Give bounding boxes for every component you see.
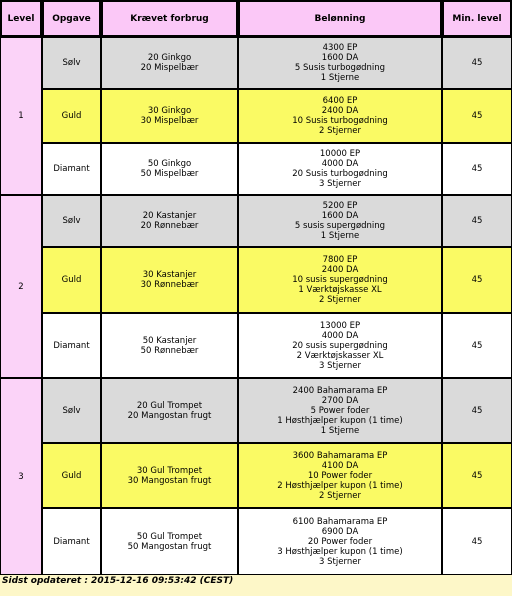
level-cell: 3 [0, 378, 42, 575]
reward-line: 4000 DA [321, 159, 359, 169]
required-cell [101, 443, 238, 508]
reward-line: 13000 EP [319, 320, 361, 331]
task-cell: Sølv [42, 37, 101, 89]
required-line: 50 Gul Trompet [136, 531, 203, 542]
reward-cell [238, 195, 442, 247]
reward-line: 3600 Bahamarama EP [292, 450, 388, 461]
header-min-level: Min. level [442, 0, 512, 37]
required-line: 20 Mispelbær [140, 63, 199, 73]
reward-cell [238, 443, 442, 508]
reward-line: 2400 DA [321, 265, 359, 275]
required-line: 30 Mangostan frugt [127, 475, 212, 486]
reward-line: 20 Susis turbogødning [292, 169, 388, 179]
task-cell: Sølv [42, 195, 101, 247]
header-level: Level [0, 0, 42, 37]
required-line: 50 Kastanjer [142, 335, 197, 346]
task-cell: Sølv [42, 378, 101, 443]
reward-line: 4000 DA [321, 330, 359, 341]
required-line: 30 Ginkgo [147, 106, 192, 116]
required-line: 20 Mangostan frugt [127, 410, 212, 421]
reward-line: 3 Stjerner [319, 360, 361, 371]
reward-line: 4300 EP [322, 43, 358, 53]
reward-line: 6900 DA [321, 526, 359, 537]
reward-line: 2 Værktøjskasser XL [296, 350, 384, 361]
header-reward: Belønning [238, 0, 442, 37]
min-level-cell: 45 [442, 378, 512, 443]
reward-line: 1 Stjerne [320, 231, 360, 241]
reward-line: 20 susis supergødning [292, 340, 388, 351]
reward-line: 3 Stjerner [319, 179, 361, 189]
reward-line: 2400 DA [321, 106, 359, 116]
header-required: Krævet forbrug [101, 0, 238, 37]
reward-line: 10 Power foder [307, 470, 373, 481]
task-cell: Guld [42, 247, 101, 313]
required-cell [101, 37, 238, 89]
table-row [0, 247, 512, 313]
reward-line: 3 Stjerner [319, 556, 361, 567]
reward-line: 4100 DA [321, 460, 359, 471]
required-line: 50 Ginkgo [147, 159, 192, 169]
task-cell: Diamant [42, 508, 101, 575]
reward-line: 2 Stjerner [319, 295, 361, 305]
task-cell: Guld [42, 443, 101, 508]
min-level-cell: 45 [442, 443, 512, 508]
table-row [0, 508, 512, 575]
reward-line: 10 Susis turbogødning [292, 116, 388, 126]
table-row [0, 89, 512, 143]
reward-line: 5 susis supergødning [294, 221, 386, 231]
level-cell: 2 [0, 195, 42, 378]
min-level-cell: 45 [442, 247, 512, 313]
reward-line: 6400 EP [322, 96, 358, 106]
reward-line: 1 Stjerne [320, 73, 360, 83]
min-level-cell: 45 [442, 37, 512, 89]
table-row [0, 443, 512, 508]
reward-line: 5 Susis turbogødning [294, 63, 386, 73]
reward-line: 1600 DA [321, 53, 359, 63]
table-body [0, 37, 512, 575]
reward-line: 20 Power foder [307, 536, 373, 547]
table-row [0, 195, 512, 247]
reward-line: 10 susis supergødning [292, 275, 388, 285]
reward-line: 2700 DA [321, 395, 359, 406]
reward-cell [238, 508, 442, 575]
reward-cell [238, 247, 442, 313]
required-line: 50 Mispelbær [140, 169, 199, 179]
reward-line: 7800 EP [322, 255, 358, 265]
table-row [0, 143, 512, 195]
required-line: 30 Kastanjer [142, 270, 197, 280]
table-row [0, 313, 512, 378]
reward-line: 1 Stjerne [320, 425, 360, 436]
min-level-cell: 45 [442, 89, 512, 143]
min-level-cell: 45 [442, 313, 512, 378]
table-row [0, 37, 512, 89]
min-level-cell: 45 [442, 508, 512, 575]
reward-cell [238, 313, 442, 378]
required-cell [101, 89, 238, 143]
required-line: 30 Gul Trompet [136, 465, 203, 476]
reward-line: 2 Høsthjælper kupon (1 time) [277, 480, 403, 491]
level-cell: 1 [0, 37, 42, 195]
reward-cell [238, 37, 442, 89]
required-cell [101, 195, 238, 247]
reward-line: 2 Stjerner [319, 126, 361, 136]
required-cell [101, 313, 238, 378]
header-task: Opgave [42, 0, 101, 37]
required-line: 20 Gul Trompet [136, 400, 203, 411]
required-line: 50 Mangostan frugt [127, 541, 212, 552]
required-line: 50 Rønnebær [140, 345, 199, 356]
required-line: 20 Kastanjer [142, 211, 197, 221]
reward-line: 10000 EP [319, 149, 361, 159]
task-cell: Diamant [42, 143, 101, 195]
task-cell: Guld [42, 89, 101, 143]
reward-cell [238, 378, 442, 443]
reward-line: 1 Værktøjskasse XL [298, 285, 382, 295]
required-line: 20 Ginkgo [147, 53, 192, 63]
reward-line: 2 Stjerner [319, 490, 361, 501]
required-line: 30 Rønnebær [140, 280, 199, 290]
required-cell [101, 143, 238, 195]
reward-cell [238, 89, 442, 143]
task-cell: Diamant [42, 313, 101, 378]
last-updated-footer: Sidst opdateret : 2015-12-16 09:53:42 (CEST) [2, 576, 234, 586]
min-level-cell: 45 [442, 195, 512, 247]
table-row [0, 378, 512, 443]
reward-line: 6100 Bahamarama EP [292, 516, 388, 527]
required-cell [101, 247, 238, 313]
reward-cell [238, 143, 442, 195]
reward-line: 5 Power foder [310, 405, 370, 416]
reward-line: 1600 DA [321, 211, 359, 221]
reward-line: 3 Høsthjælper kupon (1 time) [277, 546, 403, 557]
required-line: 30 Mispelbær [140, 116, 199, 126]
min-level-cell: 45 [442, 143, 512, 195]
header-row [0, 0, 512, 37]
reward-line: 5200 EP [322, 201, 358, 211]
required-line: 20 Rønnebær [140, 221, 199, 231]
required-cell [101, 378, 238, 443]
reward-line: 2400 Bahamarama EP [292, 385, 388, 396]
required-cell [101, 508, 238, 575]
reward-line: 1 Høsthjælper kupon (1 time) [277, 415, 403, 426]
